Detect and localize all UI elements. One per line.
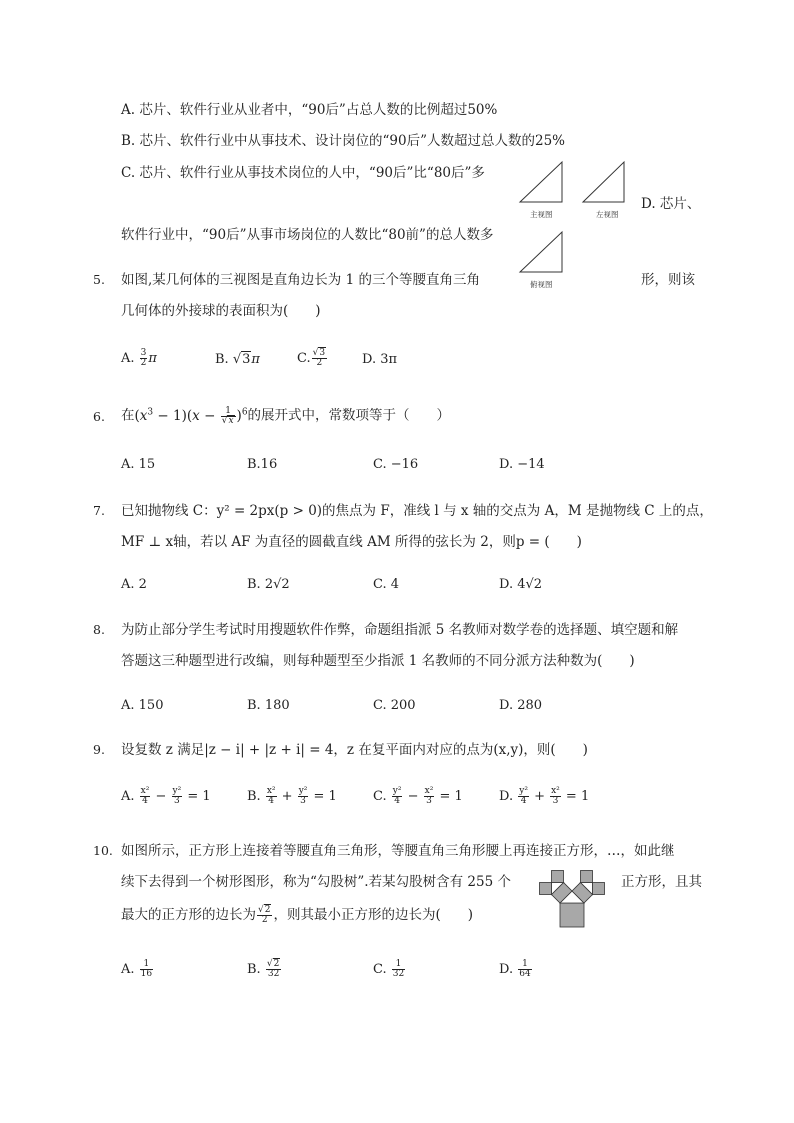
q9-option-d-label: D. xyxy=(499,789,514,804)
q10-option-d: D. $\frac{1}{64}$ xyxy=(499,959,531,979)
q5-option-c xyxy=(297,349,328,368)
q5-option-b-label: B. xyxy=(215,352,229,367)
q10-option-b-label: B. xyxy=(247,962,261,977)
fraction-sqrt2-over-2: $\frac{√2}{2}$ xyxy=(258,905,271,925)
q10-option-a: A. $\frac{1}{16}$ xyxy=(121,959,153,979)
front-view-label: 主视图 xyxy=(530,210,553,219)
left-view-label: 左视图 xyxy=(596,210,619,219)
q7-option-a: A. 2 xyxy=(121,577,147,592)
q5-option-a-label: A. xyxy=(121,351,135,366)
q5-option-a: A. $\frac{3}{2}$ π xyxy=(121,348,157,368)
q9-option-c: C. $\frac{\text{y²}}{4}$ − $\frac{\text{x²}}{3}$ = 1 xyxy=(373,786,463,806)
q4-option-b: B. 芯片、软件行业中从事技术、设计岗位的“90后”人数超过总人数的25% xyxy=(121,133,565,149)
q8-option-b: B. 180 xyxy=(247,698,290,713)
q10-stem-line2-end: 正方形，且其 xyxy=(621,874,702,890)
fraction-3-over-2: $\frac{3}{2}$ xyxy=(140,348,147,368)
left-view-triangle xyxy=(583,162,624,202)
q10-stem-line1: 如图所示，正方形上连接着等腰直角三角形，等腰直角三角形腰上再连接正方形，…，如此继 xyxy=(121,843,675,859)
q5-stem-line2: 几何体的外接球的表面积为( ) xyxy=(121,303,321,319)
pythagoras-tree-svg xyxy=(532,866,612,930)
q10-option-b: B. $\frac{√2}{32}$ xyxy=(247,959,280,979)
q8-number: 8. xyxy=(93,622,105,637)
q10-stem-line3-a: 最大的正方形的边长为 xyxy=(121,907,256,923)
pythagoras-tree-figure xyxy=(532,866,612,930)
q5-option-d: D. 3π xyxy=(362,352,398,367)
tree-square-main xyxy=(560,903,584,927)
q9-option-d: D. $\frac{\text{y²}}{4}$ + $\frac{\text{x²}}{3}$ = 1 xyxy=(499,786,590,806)
q7-option-d: D. 4√2 xyxy=(499,577,543,592)
q9-option-b: B. $\frac{\text{x²}}{4}$ + $\frac{\text{y²}}{3}$ = 1 xyxy=(247,786,337,806)
q4-option-d-end: 软件行业中，“90后”从事市场岗位的人数比“80前”的总人数多 xyxy=(121,227,494,243)
tree-square-right-top xyxy=(581,871,593,883)
q5-stem-line1-end: 形，则该 xyxy=(641,272,695,288)
q9-option-a-label: A. xyxy=(121,789,135,804)
q6-expression: $(x^3 - 1)(x$ − $\frac{1}{√x}$ )$^6$ xyxy=(134,405,248,426)
q7-stem-line1: 已知抛物线 C：y² = 2px(p > 0)的焦点为 F，准线 l 与 x 轴的交点为 A，M 是抛物线 C 上的点， xyxy=(121,503,713,519)
q10-option-a-label: A. xyxy=(121,962,135,977)
q10-stem-line3 xyxy=(121,906,473,925)
q8-option-d: D. 280 xyxy=(499,698,543,713)
top-view-label: 俯视图 xyxy=(530,280,553,289)
q4-option-c: C. 芯片、软件行业从事技术岗位的人中，“90后”比“80后”多 xyxy=(121,165,485,181)
q7-option-c: C. 4 xyxy=(373,577,400,592)
q8-stem-line2: 答题这三种题型进行改编，则每种题型至少指派 1 名教师的不同分派方法种数为( ) xyxy=(121,653,635,669)
q8-option-a: A. 150 xyxy=(121,698,164,713)
q6-option-a: A. 15 xyxy=(121,457,156,472)
q5-option-c-label: C. xyxy=(297,351,311,366)
q9-stem: 设复数 z 满足|z − i| + |z + i| = 4，z 在复平面内对应的点为(x,y)，则( ) xyxy=(121,742,588,758)
q9-option-a: A. $\frac{\text{x²}}{4}$ − $\frac{\text{y²}}{3}$ = 1 xyxy=(121,786,211,806)
q5-option-b: B. √3π xyxy=(215,352,260,367)
q6-option-d: D. −14 xyxy=(499,457,545,472)
fraction-sqrt3-over-2: $\frac{√3}{2}$ xyxy=(312,348,326,368)
tree-square-right-outer xyxy=(593,883,605,895)
q7-option-b: B. 2√2 xyxy=(247,577,290,592)
q6-option-b: B.16 xyxy=(247,457,278,472)
q9-option-c-label: C. xyxy=(373,789,387,804)
tree-square-left-outer xyxy=(540,883,552,895)
top-view-triangle xyxy=(520,232,562,272)
three-views-figure xyxy=(516,158,636,290)
q4-option-d-start: D. 芯片、 xyxy=(641,196,701,212)
q8-option-c: C. 200 xyxy=(373,698,416,713)
q10-option-d-label: D. xyxy=(499,962,514,977)
q10-option-c-label: C. xyxy=(373,962,387,977)
q5-stem-line1: 如图,某几何体的三视图是直角边长为 1 的三个等腰直角三角 xyxy=(121,272,480,288)
q4-option-a: A. 芯片、软件行业从业者中，“90后”占总人数的比例超过50% xyxy=(121,102,498,118)
tree-square-left-top xyxy=(552,871,564,883)
q10-stem-line2: 续下去得到一个树形图形，称为“勾股树”.若某勾股树含有 255 个 xyxy=(121,874,511,890)
q9-option-b-label: B. xyxy=(247,789,261,804)
three-views-svg xyxy=(516,158,636,290)
q6-option-c: C. −16 xyxy=(373,457,419,472)
q8-stem-line1: 为防止部分学生考试时用搜题软件作弊，命题组指派 5 名教师对数学卷的选择题、填空题和解 xyxy=(121,622,679,638)
q6-stem-pre: 在 xyxy=(121,407,135,424)
q10-option-c: C. $\frac{1}{32}$ xyxy=(373,959,405,979)
q6-number: 6. xyxy=(93,409,105,424)
q6-stem-post: 的展开式中，常数项等于（ ） xyxy=(247,407,451,424)
q7-stem-line2: MF ⊥ x轴，若以 AF 为直径的圆截直线 AM 所得的弦长为 2，则p = ( ) xyxy=(121,534,582,550)
q10-number: 10. xyxy=(93,843,113,858)
q7-number: 7. xyxy=(93,503,105,518)
q5-number: 5. xyxy=(93,272,105,287)
q6-stem xyxy=(121,403,450,426)
q9-number: 9. xyxy=(93,742,105,757)
q10-stem-line3-b: ，则其最小正方形的边长为( ) xyxy=(273,907,474,923)
front-view-triangle xyxy=(520,162,562,202)
